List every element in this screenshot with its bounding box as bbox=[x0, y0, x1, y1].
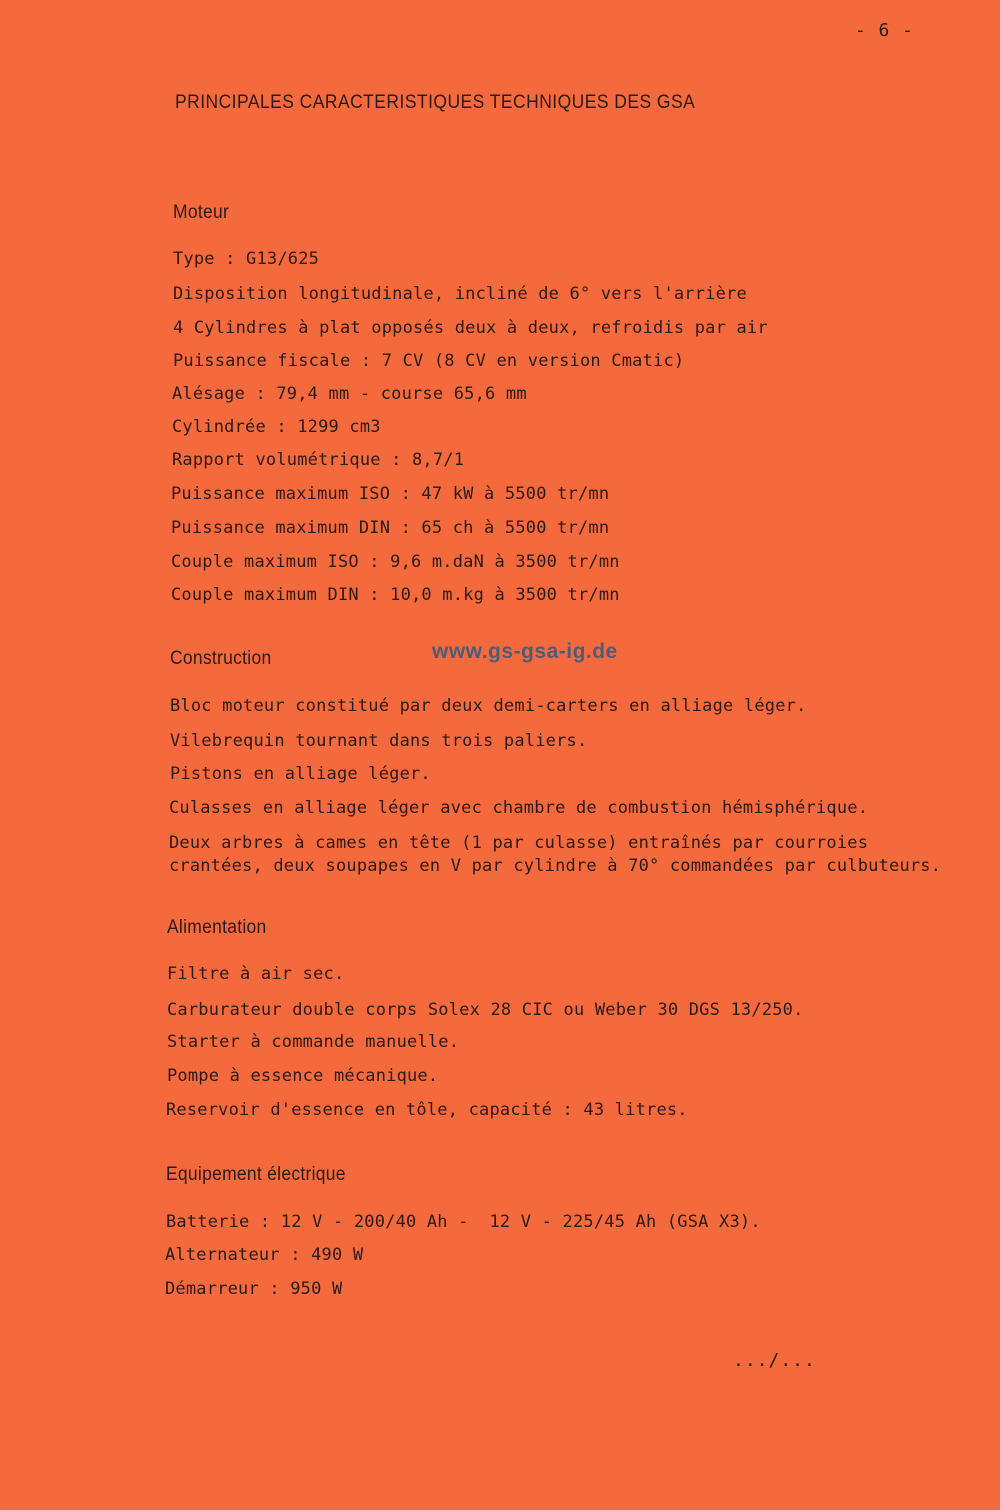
spec-line: Couple maximum DIN : 10,0 m.kg à 3500 tr/mn bbox=[171, 585, 620, 605]
spec-line: Vilebrequin tournant dans trois paliers. bbox=[170, 731, 588, 751]
spec-line: Couple maximum ISO : 9,6 m.daN à 3500 tr/mn bbox=[171, 552, 620, 572]
spec-line: Puissance maximum ISO : 47 kW à 5500 tr/mn bbox=[171, 484, 610, 504]
watermark: www.gs-gsa-ig.de bbox=[432, 640, 618, 663]
spec-line: Reservoir d'essence en tôle, capacité : 43 litres. bbox=[166, 1100, 688, 1120]
spec-line: Pistons en alliage léger. bbox=[170, 764, 431, 784]
spec-line: Puissance fiscale : 7 CV (8 CV en version Cmatic) bbox=[173, 351, 685, 371]
spec-line: Deux arbres à cames en tête (1 par culasse) entraînés par courroies bbox=[169, 833, 869, 853]
spec-line: Alternateur : 490 W bbox=[165, 1245, 364, 1265]
spec-line: Culasses en alliage léger avec chambre de combustion hémisphérique. bbox=[169, 798, 869, 818]
spec-line: Batterie : 12 V - 200/40 Ah - 12 V - 225/45 Ah (GSA X3). bbox=[166, 1212, 761, 1232]
continuation-marker: .../... bbox=[733, 1350, 816, 1371]
spec-line: Pompe à essence mécanique. bbox=[167, 1066, 439, 1086]
document-title: PRINCIPALES CARACTERISTIQUES TECHNIQUES DES GSA bbox=[175, 92, 696, 113]
section-heading-equipement-electrique: Equipement électrique bbox=[166, 1164, 346, 1185]
section-heading-alimentation: Alimentation bbox=[167, 917, 267, 938]
spec-line: Puissance maximum DIN : 65 ch à 5500 tr/mn bbox=[171, 518, 610, 538]
spec-line: crantées, deux soupapes en V par cylindre à 70° commandées par culbuteurs. bbox=[169, 856, 942, 876]
spec-line: Carburateur double corps Solex 28 CIC ou Weber 30 DGS 13/250. bbox=[167, 1000, 804, 1020]
spec-line: Type : G13/625 bbox=[173, 249, 320, 269]
spec-line: Starter à commande manuelle. bbox=[167, 1032, 460, 1052]
spec-line: Disposition longitudinale, incliné de 6° vers l'arrière bbox=[173, 284, 747, 304]
page-number: - 6 - bbox=[854, 20, 914, 41]
spec-line: Bloc moteur constitué par deux demi-carters en alliage léger. bbox=[170, 696, 807, 716]
spec-line: Alésage : 79,4 mm - course 65,6 mm bbox=[172, 384, 527, 404]
spec-line: Filtre à air sec. bbox=[167, 964, 345, 984]
spec-line: 4 Cylindres à plat opposés deux à deux, refroidis par air bbox=[173, 318, 768, 338]
section-heading-moteur: Moteur bbox=[173, 202, 230, 223]
spec-line: Rapport volumétrique : 8,7/1 bbox=[172, 450, 465, 470]
spec-line: Démarreur : 950 W bbox=[165, 1279, 343, 1299]
section-heading-construction: Construction bbox=[170, 648, 272, 669]
spec-line: Cylindrée : 1299 cm3 bbox=[172, 417, 381, 437]
